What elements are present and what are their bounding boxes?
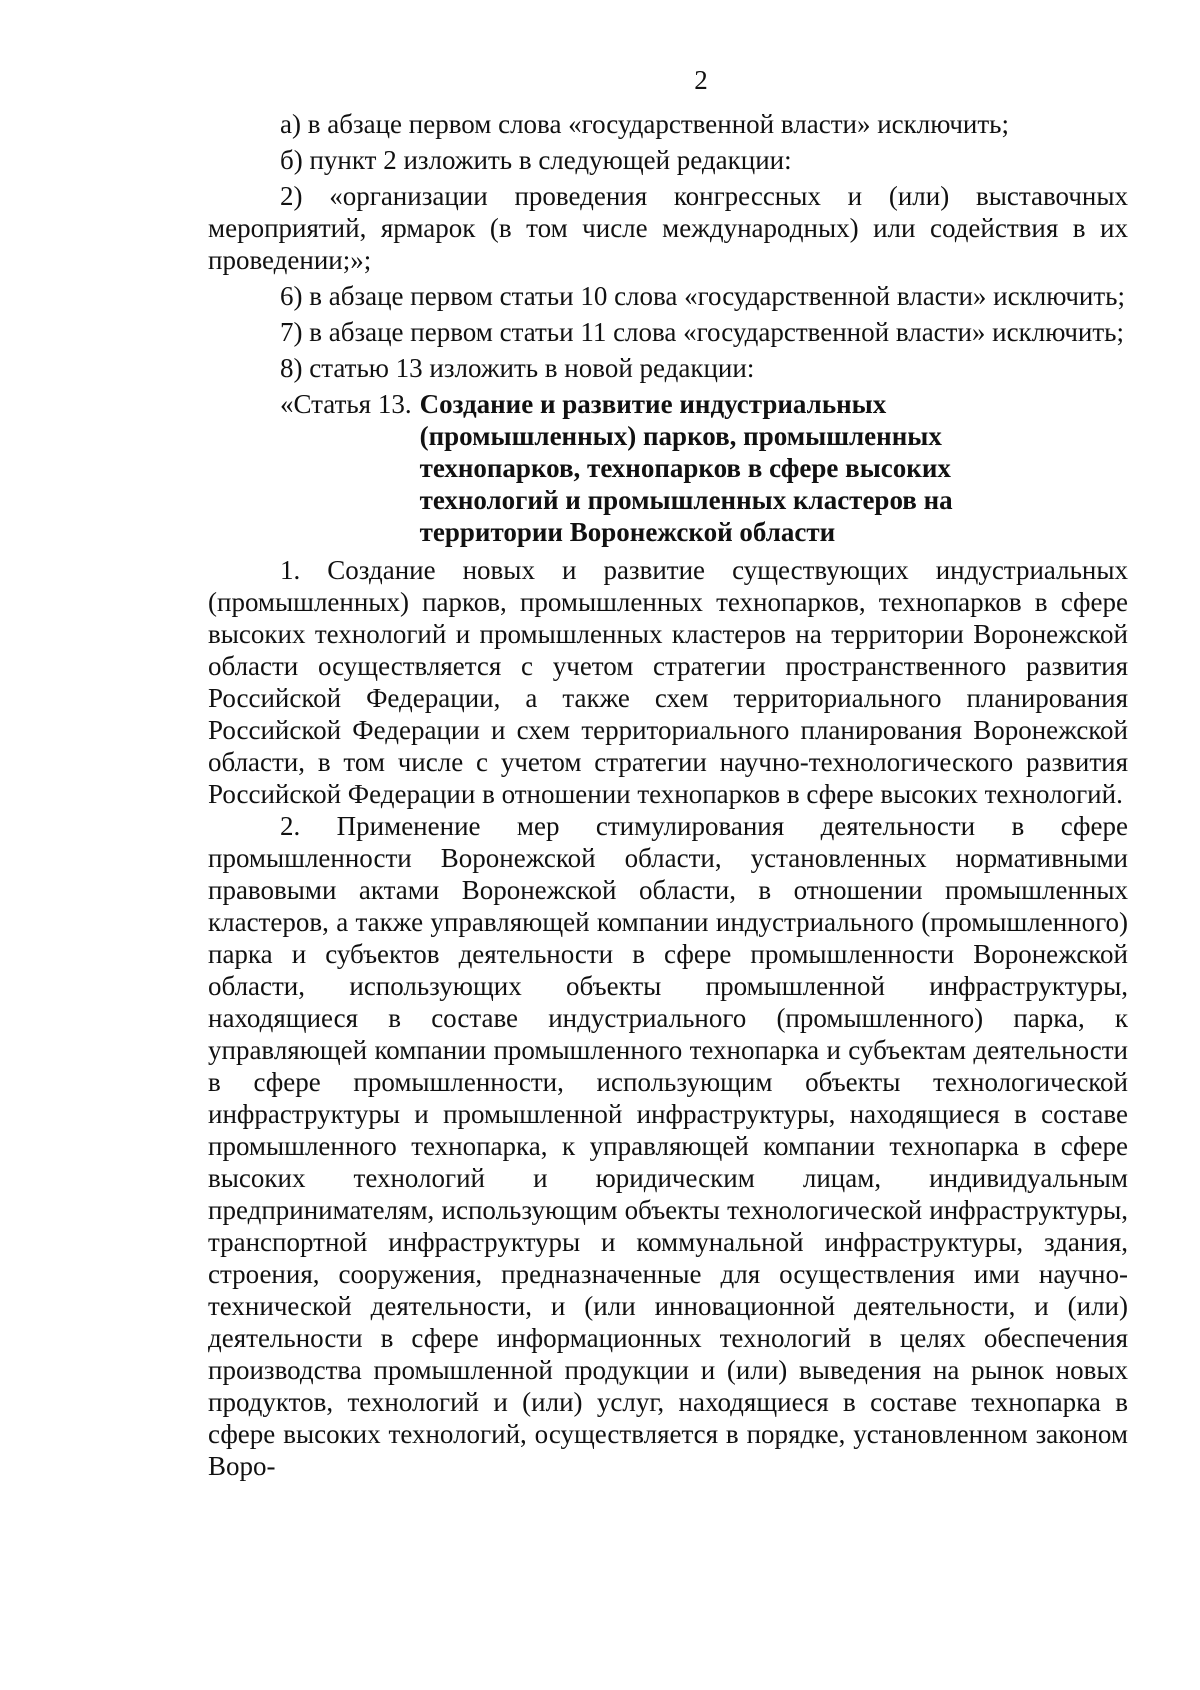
amendment-item-b: б) пункт 2 изложить в следующей редакции: (280, 145, 792, 175)
article-heading (208, 388, 1128, 548)
article-number: «Статья 13. (280, 389, 412, 419)
article-clause-2: 2. Применение мер стимулирования деятельности в сфере промышленности Воронежской области, установленных нормативными правовыми актами Воронежской области, в отношении промышленных кластеров, а также управляющей компании индустриального (промышленного) парка и субъектов деятельности в сфере промышленности Воронежской области, использующих объекты промышленной инфраструктуры, находящиеся в составе индустриального (промышленного) парка, к управляющей компании промышленного технопарка и субъектам деятельности в сфере промышленности, использующим объекты технологической инфраструктуры и промышленной инфраструктуры, находящиеся в составе промышленного технопарка, к управляющей компании технопарка в сфере высоких технологий и юридическим лицам, индивидуальным предпринимателям, использующим объекты технологической инфраструктуры, транспортной инфраструктуры и коммунальной инфраструктуры, здания, строения, сооружения, предназначенные для осуществления ими научно-технической деятельности, и (или инновационной деятельности, и (или) деятельности в сфере информационных технологий в целях обеспечения производства промышленной продукции и (или) выведения на рынок новых продуктов, технологий и (или) услуг, находящиеся в составе технопарка в сфере высоких технологий, осуществляется в порядке, установленном законом Воро- (208, 811, 1128, 1481)
amendment-item-7: 7) в абзаце первом статьи 11 слова «государственной власти» исключить; (280, 317, 1124, 347)
article-clause-1: 1. Создание новых и развитие существующих индустриальных (промышленных) парков, промышленных технопарков, технопарков в сфере высоких технологий и промышленных кластеров на территории Воронежской области осуществляется с учетом стратегии пространственного развития Российской Федерации, а также схем территориального планирования Российской Федерации и схем территориального планирования Воронежской области, в том числе с учетом стратегии научно-технологического развития Российской Федерации в отношении технопарков в сфере высоких технологий. (208, 555, 1128, 809)
amendment-item-a: а) в абзаце первом слова «государственной власти» исключить; (280, 109, 1009, 139)
amendment-quoted-point-2: 2) «организации проведения конгрессных и (или) выставочных мероприятий, ярмарок (в том числе международных) или содействия в их проведении;»; (208, 181, 1128, 275)
article-title: Создание и развитие индустриальных (промышленных) парков, промышленных технопарков, технопарков в сфере высоких технологий и промышленных кластеров на территории Воронежской области (419, 389, 953, 547)
amendment-item-8: 8) статью 13 изложить в новой редакции: (280, 353, 755, 383)
page-number: 2 (694, 65, 708, 95)
amendment-item-6: 6) в абзаце первом статьи 10 слова «государственной власти» исключить; (280, 281, 1125, 311)
document-body (208, 108, 1128, 1482)
